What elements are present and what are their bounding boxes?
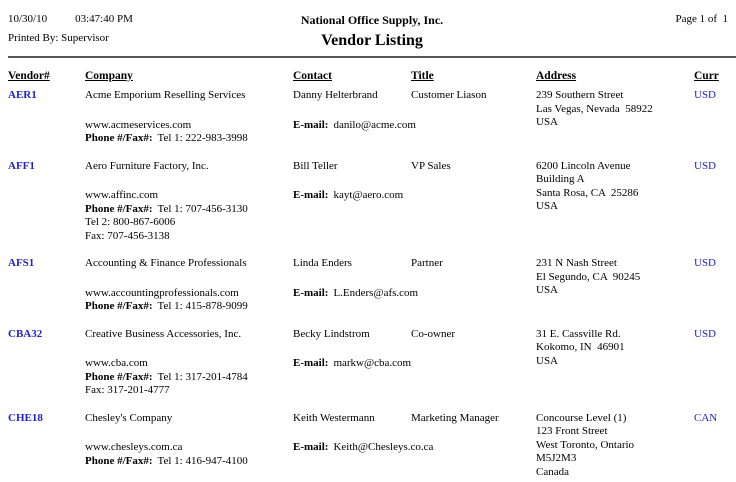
vendor-id-link[interactable]: AFF1	[8, 159, 35, 172]
vendor-id-cell	[8, 89, 85, 146]
email-label: E-mail:	[293, 357, 329, 369]
phone-extra-line: Fax: 707-456-3138	[85, 229, 170, 242]
contact-name: Keith Westermann	[293, 411, 375, 424]
phone-tel1: Tel 1: 707-456-3130	[157, 202, 248, 215]
company-website: www.cba.com	[85, 357, 148, 369]
address-line: USA	[536, 284, 559, 296]
contact-name: Danny Helterbrand	[293, 89, 378, 101]
address-cell	[536, 160, 694, 244]
company-name: Chesley's Company	[85, 411, 173, 424]
contact-title: Co-owner	[411, 327, 455, 340]
phone-line	[85, 371, 293, 385]
company-cell	[85, 257, 293, 314]
address-line: Concourse Level (1)	[536, 411, 627, 424]
phone-label: Phone #/Fax#:	[85, 370, 153, 383]
address-line: USA	[536, 116, 559, 128]
vendor-id-cell	[8, 328, 85, 398]
currency-link[interactable]: USD	[694, 159, 717, 172]
contact-cell	[293, 89, 416, 146]
email-line	[293, 357, 411, 371]
address-line: Santa Rosa, CA 25286	[536, 186, 639, 199]
contact-name: Bill Teller	[293, 159, 338, 172]
address-cell	[536, 89, 694, 146]
address-line: 31 E. Cassville Rd.	[536, 327, 621, 340]
contact-name: Becky Lindstrom	[293, 327, 370, 340]
contact-cell	[293, 257, 419, 314]
address-line: El Segundo, CA 90245	[536, 270, 641, 283]
report-title: Vendor Listing	[321, 32, 423, 49]
currency-link[interactable]: USD	[694, 89, 717, 101]
email-label: E-mail:	[293, 118, 329, 131]
contact-title: Marketing Manager	[411, 411, 499, 424]
vendor-record	[8, 328, 736, 398]
company-name: Acme Emporium Reselling Services	[85, 89, 246, 101]
vendor-record	[8, 257, 736, 314]
title-cell	[411, 412, 536, 480]
vendor-id-cell	[8, 160, 85, 244]
contact-title: Customer Liason	[411, 89, 487, 101]
vendor-record	[8, 160, 736, 244]
address-line: Las Vegas, Nevada 58922	[536, 102, 653, 115]
page-number: Page 1 of 1	[675, 13, 728, 25]
phone-line	[85, 132, 293, 146]
phone-label: Phone #/Fax#:	[85, 202, 153, 215]
company-name: Creative Business Accessories, Inc.	[85, 327, 242, 340]
phone-tel1: Tel 1: 222-983-3998	[157, 132, 248, 144]
phone-line	[85, 455, 293, 469]
email-value: danilo@acme.com	[333, 118, 416, 131]
phone-tel1: Tel 1: 317-201-4784	[157, 370, 248, 383]
address-line: Canada	[536, 465, 569, 478]
email-value: Keith@Chesleys.co.ca	[333, 441, 434, 453]
phone-tel1: Tel 1: 416-947-4100	[157, 454, 248, 467]
title-cell	[411, 328, 536, 398]
contact-cell	[293, 411, 434, 480]
phone-extra-line: Tel 2: 800-867-6006	[85, 216, 176, 228]
col-header-company: Company	[85, 70, 133, 82]
email-line	[293, 286, 419, 301]
address-cell	[536, 257, 694, 314]
currency-link[interactable]: USD	[694, 327, 717, 340]
col-header-title: Title	[411, 70, 434, 82]
title-cell	[411, 160, 536, 244]
print-time: 03:47:40 PM	[75, 13, 133, 25]
header-divider	[8, 56, 736, 58]
vendor-id-cell	[8, 257, 85, 314]
vendor-id-link[interactable]: CHE18	[8, 411, 43, 424]
phone-extra-line: Fax: 317-201-4777	[85, 384, 170, 396]
address-line: 6200 Lincoln Avenue	[536, 159, 631, 172]
title-cell	[411, 89, 536, 146]
column-headers	[8, 70, 736, 82]
currency-cell	[694, 412, 736, 480]
print-date: 10/30/10	[8, 13, 48, 25]
currency-link[interactable]: CAN	[694, 411, 718, 424]
col-header-address: Address	[536, 70, 577, 82]
address-line: West Toronto, Ontario	[536, 438, 635, 451]
col-header-vendor: Vendor#	[8, 70, 50, 82]
vendor-id-link[interactable]: AFS1	[8, 257, 35, 269]
phone-label: Phone #/Fax#:	[85, 300, 153, 312]
phone-line	[85, 300, 293, 314]
email-line	[293, 441, 434, 455]
vendor-list	[8, 89, 736, 479]
email-label: E-mail:	[293, 286, 329, 299]
company-cell	[85, 412, 293, 480]
vendor-id-link[interactable]: AER1	[8, 89, 37, 101]
email-value: L.Enders@afs.com	[333, 286, 419, 299]
printed-by: Printed By: Supervisor	[8, 32, 109, 44]
company-name-header: National Office Supply, Inc.	[300, 13, 444, 27]
contact-cell	[293, 328, 411, 398]
vendor-id-link[interactable]: CBA32	[8, 327, 43, 340]
report-header-row1	[8, 13, 736, 29]
company-cell	[85, 328, 293, 398]
address-line: 231 N Nash Street	[536, 257, 617, 269]
address-line: 239 Southern Street	[536, 89, 624, 101]
contact-title: Partner	[411, 257, 443, 269]
title-cell	[411, 257, 536, 314]
address-line: USA	[536, 200, 559, 212]
address-line: 123 Front Street	[536, 425, 608, 437]
email-label: E-mail:	[293, 189, 329, 201]
currency-cell	[694, 328, 736, 398]
address-cell	[536, 328, 694, 398]
phone-extra-lines	[85, 384, 293, 398]
currency-cell	[694, 89, 736, 146]
phone-extra-lines	[85, 216, 293, 243]
phone-label: Phone #/Fax#:	[85, 454, 153, 467]
phone-line	[85, 203, 293, 217]
email-label: E-mail:	[293, 441, 329, 453]
vendor-record	[8, 412, 736, 480]
email-line	[293, 118, 416, 133]
email-value: kayt@aero.com	[333, 189, 404, 201]
address-line: M5J2M3	[536, 452, 577, 464]
address-line: Kokomo, IN 46901	[536, 341, 625, 353]
company-website: www.acmeservices.com	[85, 118, 192, 131]
company-name: Accounting & Finance Professionals	[85, 257, 247, 269]
email-line	[293, 189, 411, 203]
address-line: Building A	[536, 173, 585, 185]
company-name: Aero Furniture Factory, Inc.	[85, 159, 209, 172]
phone-tel1: Tel 1: 415-878-9099	[157, 300, 248, 312]
phone-label: Phone #/Fax#:	[85, 132, 153, 144]
vendor-id-cell	[8, 412, 85, 480]
report-header-row2	[8, 32, 736, 52]
contact-cell	[293, 160, 411, 244]
contact-title: VP Sales	[411, 159, 451, 172]
email-value: markw@cba.com	[333, 357, 412, 369]
vendor-record	[8, 89, 736, 146]
currency-cell	[694, 160, 736, 244]
company-website: www.affinc.com	[85, 189, 159, 201]
company-website: www.chesleys.com.ca	[85, 441, 183, 453]
currency-cell	[694, 257, 736, 314]
currency-link[interactable]: USD	[694, 257, 717, 269]
col-header-contact: Contact	[293, 70, 332, 82]
address-cell	[536, 412, 694, 480]
company-cell	[85, 89, 293, 146]
contact-name: Linda Enders	[293, 257, 352, 269]
company-cell	[85, 160, 293, 244]
address-line: USA	[536, 354, 559, 367]
company-website: www.accountingprofessionals.com	[85, 286, 239, 299]
col-header-currency: Curr	[694, 70, 719, 82]
